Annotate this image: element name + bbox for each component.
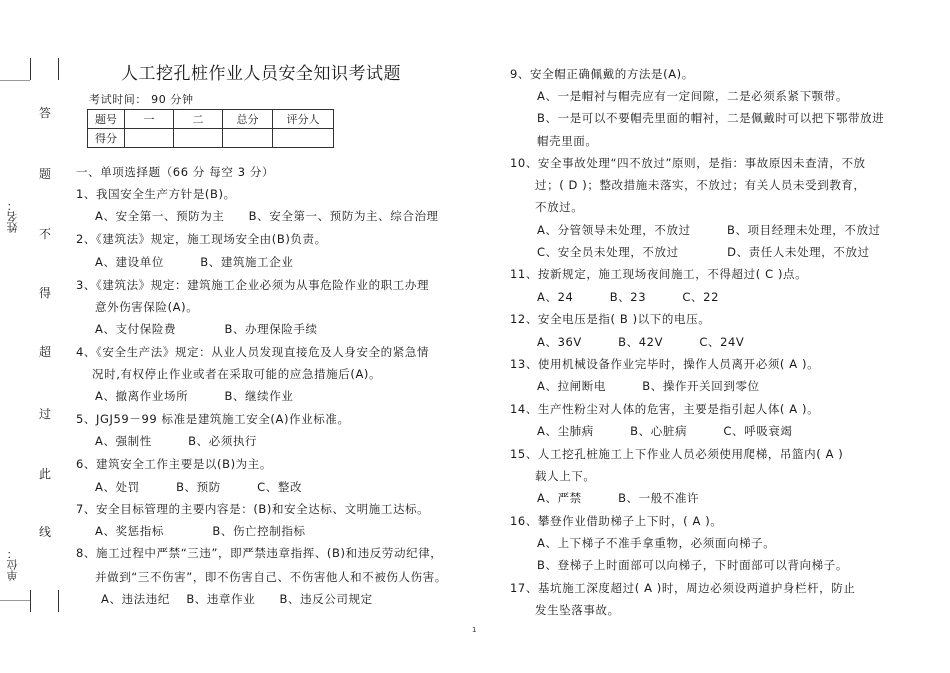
question-9: 9、安全帽正确佩戴的方法是(A)。 xyxy=(510,67,694,81)
margin-rule-top xyxy=(0,80,30,81)
page-number: 1 xyxy=(472,626,477,634)
question-17-cont: 发生坠落事故。 xyxy=(535,603,620,617)
question-8: 8、施工过程中严禁“三违”，即严禁违章指挥、(B)和违反劳动纪律， xyxy=(76,546,443,560)
page-title: 人工挖孔桩作业人员安全知识考试题 xyxy=(121,64,401,84)
score-table-header: 题号 xyxy=(88,110,125,129)
margin-line-inner-top xyxy=(58,58,59,80)
question-10-options-cd: C、安全员未处理，不放过 D、责任人未处理，不放过 xyxy=(537,245,870,259)
question-9-option-a: A、一是帽衬与帽壳应有一定间隙，二是必须系紧下颚带。 xyxy=(537,89,848,103)
margin-char: 超 xyxy=(39,345,52,359)
question-4-options: A、撤离作业场所 B、继续作业 xyxy=(95,389,294,403)
question-14-options: A、尘肺病 B、心脏病 C、呼吸衰竭 xyxy=(537,424,793,438)
score-table-header: 二 xyxy=(174,110,223,129)
unit-label: 单位： xyxy=(6,548,19,581)
question-8-options: A、违法违纪 B、违章作业 B、违反公司规定 xyxy=(101,592,373,606)
question-15-cont: 载人上下。 xyxy=(535,469,596,483)
margin-rule-bottom xyxy=(0,600,30,601)
margin-char: 不 xyxy=(39,227,52,241)
name-label: 姓名： xyxy=(6,200,19,233)
question-16-option-b: B、登梯子上时面部可以向梯子，下时面部可以背向梯子。 xyxy=(537,558,848,572)
question-9-option-b: B、一是可以不要帽壳里面的帽衬，二是佩戴时可以把下鄂带放进 xyxy=(537,111,885,125)
question-17: 17、基坑施工深度超过( A )时，周边必须设两道护身栏杆，防止 xyxy=(510,581,856,595)
margin-char: 此 xyxy=(39,467,52,481)
score-table-header: 评分人 xyxy=(273,110,334,129)
question-13-options: A、拉闸断电 B、操作开关回到零位 xyxy=(537,379,760,393)
question-6: 6、建筑安全工作主要是以(B)为主。 xyxy=(76,457,272,471)
question-4: 4、《安全生产法》规定：从业人员发现直接危及人身安全的紧急情 xyxy=(76,345,430,359)
question-16-option-a: A、上下梯子不准手拿重物，必须面向梯子。 xyxy=(537,536,776,550)
question-11: 11、按新规定，施工现场夜间施工，不得超过( C )点。 xyxy=(510,267,808,281)
margin-char: 过 xyxy=(39,407,52,421)
margin-char: 题 xyxy=(39,167,52,181)
margin-char: 得 xyxy=(39,286,52,300)
question-12: 12、安全电压是指( B )以下的电压。 xyxy=(510,312,711,326)
margin-line-outer-bottom xyxy=(30,590,31,612)
score-table-header-row xyxy=(88,110,334,129)
score-table-score-row xyxy=(88,129,334,148)
question-3-cont: 意外伤害保险(A)。 xyxy=(95,300,199,314)
question-10-options-ab: A、分管领导未处理，不放过 B、项目经理未处理，不放过 xyxy=(537,223,881,237)
question-3-options: A、支付保险费 B、办理保险手续 xyxy=(95,322,318,336)
margin-char: 线 xyxy=(39,525,52,539)
margin-line-outer-top xyxy=(30,58,31,80)
question-10-cont: 不放过。 xyxy=(535,200,584,214)
question-16: 16、攀登作业借助梯子上下时，( A )。 xyxy=(510,514,723,528)
question-5: 5、JGJ59－99 标准是建筑施工安全(A)作业标准。 xyxy=(76,412,350,426)
score-row-label: 得分 xyxy=(88,129,125,148)
question-1: 1、我国安全生产方针是(B)。 xyxy=(76,187,236,201)
question-9-option-b-cont: 帽壳里面。 xyxy=(537,134,598,148)
score-cell xyxy=(223,129,273,148)
question-12-options: A、36V B、42V C、24V xyxy=(537,335,745,349)
question-4-cont: 况时,有权停止作业或者在采取可能的应急措施后(A)。 xyxy=(92,367,382,381)
question-13: 13、使用机械设备作业完毕时，操作人员离开必须( A )。 xyxy=(510,357,820,371)
score-table xyxy=(87,109,334,148)
question-11-options: A、24 B、23 C、22 xyxy=(537,290,719,304)
question-14: 14、生产性粉尘对人体的危害，主要是指引起人体( A )。 xyxy=(510,402,820,416)
question-10-cont: 过；( D )；整改措施未落实，不放过；有关人员未受到教育， xyxy=(535,178,866,192)
question-3: 3、《建筑法》规定：建筑施工企业必须为从事危险作业的职工办理 xyxy=(76,278,430,292)
score-cell xyxy=(174,129,223,148)
question-8-cont: 并做到“三不伤害”，即不伤害自己、不伤害他人和不被伤人伤害。 xyxy=(95,570,447,584)
question-7: 7、安全目标管理的主要内容是：(B)和安全达标、文明施工达标。 xyxy=(76,502,430,516)
margin-line-inner-bottom xyxy=(58,590,59,612)
margin-char: 答 xyxy=(39,106,52,120)
question-15: 15、人工挖孔桩施工上下作业人员必须使用爬梯，吊篮内( A ) xyxy=(510,447,844,461)
question-15-options: A、严禁 B、一般不准许 xyxy=(537,491,700,505)
question-10: 10、安全事故处理“四不放过”原则，是指：事故原因未查清，不放 xyxy=(510,156,866,170)
section-heading: 一、单项选择题（66 分 每空 3 分） xyxy=(76,165,275,179)
question-7-options: A、奖惩指标 B、伤亡控制指标 xyxy=(95,524,306,538)
score-table-header: 总分 xyxy=(223,110,273,129)
score-cell xyxy=(125,129,174,148)
question-1-options: A、安全第一、预防为主 B、安全第一、预防为主、综合治理 xyxy=(95,209,439,223)
exam-time: 考试时间： 90 分钟 xyxy=(89,93,194,106)
question-6-options: A、处罚 B、预防 C、整改 xyxy=(95,480,303,494)
score-cell xyxy=(273,129,334,148)
score-table-header: 一 xyxy=(125,110,174,129)
question-5-options: A、强制性 B、必须执行 xyxy=(95,434,258,448)
question-2-options: A、建设单位 B、建筑施工企业 xyxy=(95,255,294,269)
question-2: 2、《建筑法》规定，施工现场安全由(B)负责。 xyxy=(76,232,327,246)
